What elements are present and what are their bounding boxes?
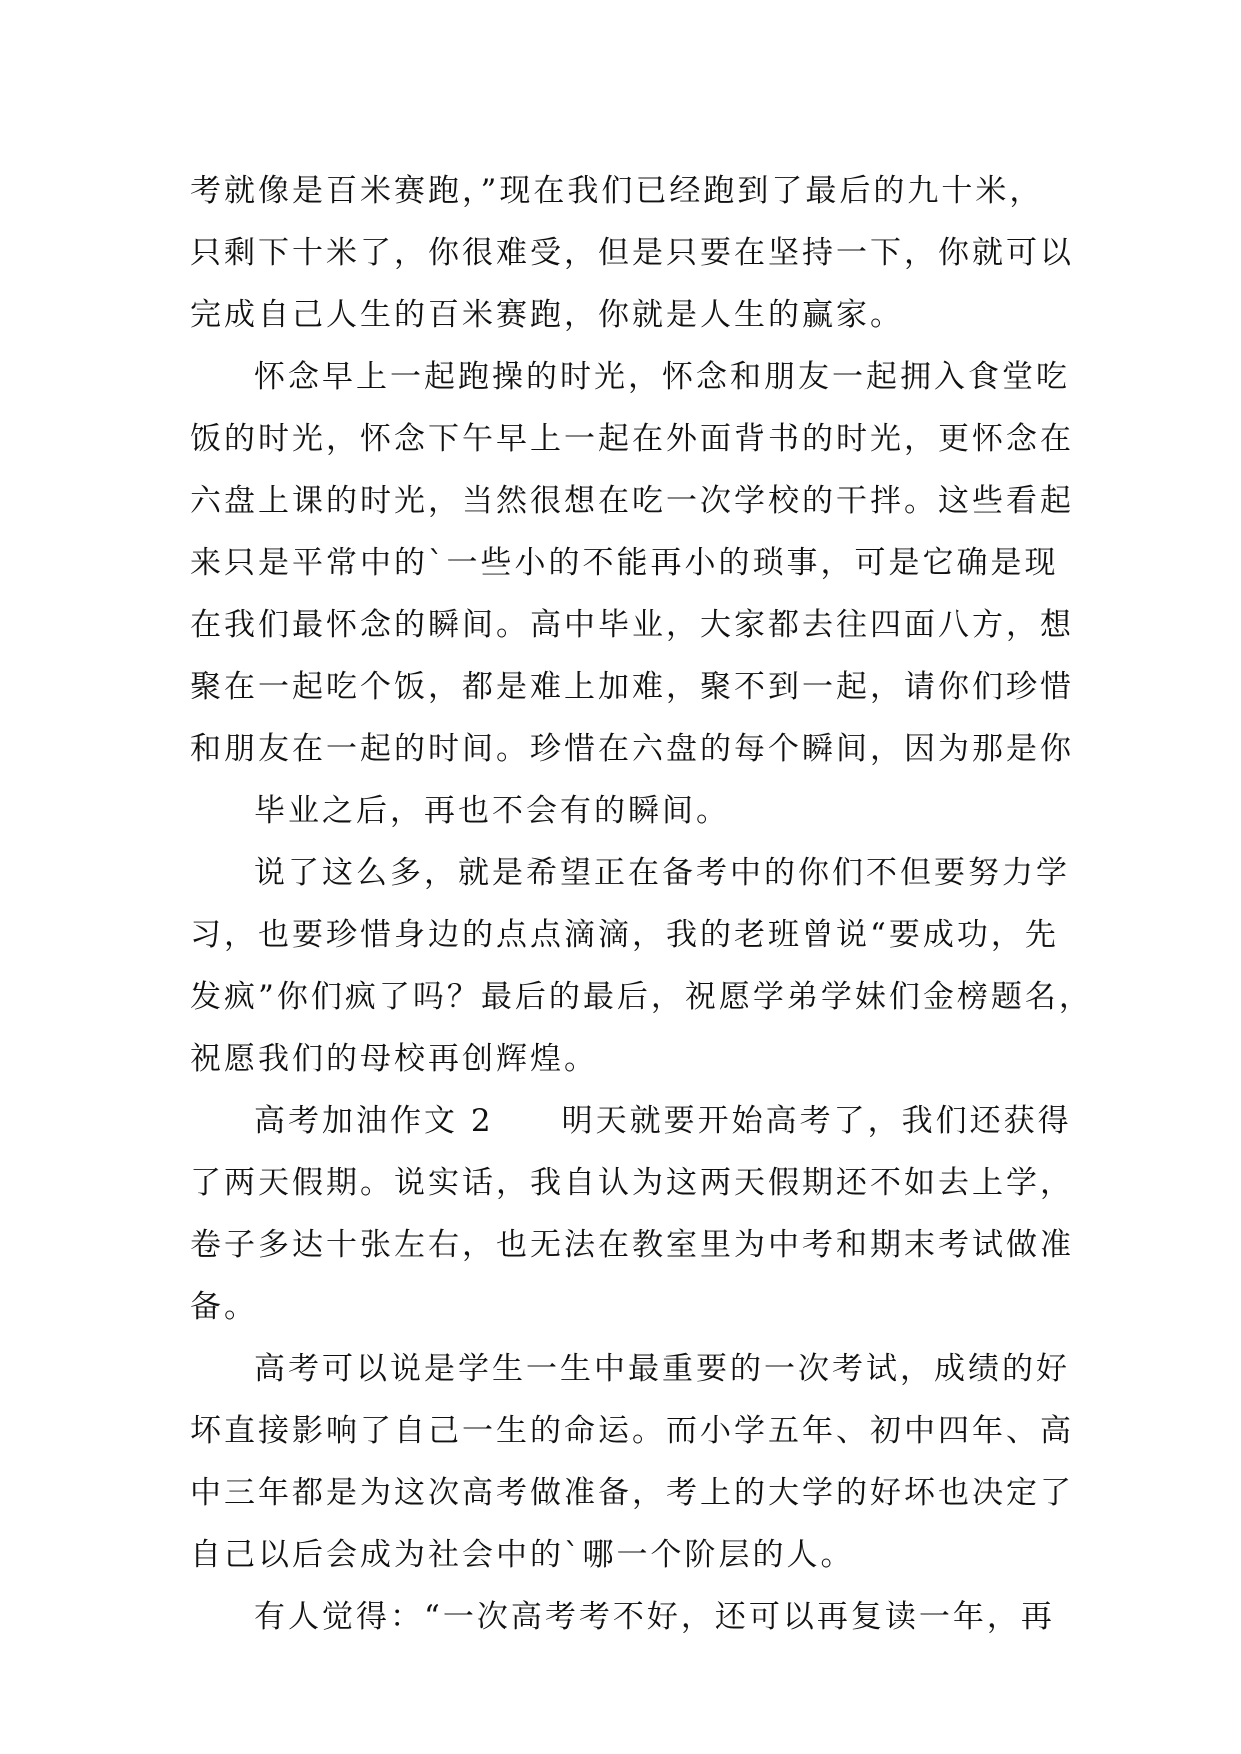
text-line: 六盘上课的时光，当然很想在吃一次学校的干拌。这些看起: [190, 483, 1074, 519]
text-line: 在我们最怀念的瞬间。高中毕业，大家都去往四面八方，想: [190, 607, 1074, 643]
text-line: 祝愿我们的母校再创辉煌。: [190, 1041, 598, 1077]
text-line: 中三年都是为这次高考做准备，考上的大学的好坏也决定了: [190, 1475, 1074, 1511]
text-line: 毕业之后，再也不会有的瞬间。: [254, 793, 730, 829]
text-line: 聚在一起吃个饭，都是难上加难，聚不到一起，请你们珍惜: [190, 669, 1074, 705]
text-line: 习，也要珍惜身边的点点滴滴，我的老班曾说“要成功，先: [190, 917, 1059, 953]
text-line: 怀念早上一起跑操的时光，怀念和朋友一起拥入食堂吃: [254, 359, 1070, 395]
text-line: 有人觉得：“一次高考考不好，还可以再复读一年，再: [254, 1599, 1055, 1635]
text-line: 自己以后会成为社会中的`哪一个阶层的人。: [190, 1537, 855, 1573]
text-line: 考就像是百米赛跑，”现在我们已经跑到了最后的九十米，: [190, 173, 1044, 209]
text-line: 发疯”你们疯了吗？最后的最后，祝愿学弟学妹们金榜题名，: [190, 979, 1093, 1015]
text-line: 坏直接影响了自己一生的命运。而小学五年、初中四年、高: [190, 1413, 1074, 1449]
text-line: 饭的时光，怀念下午早上一起在外面背书的时光，更怀念在: [190, 421, 1074, 457]
text-line: 说了这么多，就是希望正在备考中的你们不但要努力学: [254, 855, 1070, 891]
text-line: 了两天假期。说实话，我自认为这两天假期还不如去上学，: [190, 1165, 1074, 1201]
text-line: 来只是平常中的`一些小的不能再小的琐事，可是它确是现: [190, 545, 1059, 581]
text-line: 完成自己人生的百米赛跑，你就是人生的赢家。: [190, 297, 904, 333]
text-line: 高考加油作文 2 明天就要开始高考了，我们还获得: [254, 1103, 1072, 1139]
essay-text: [190, 160, 1093, 1648]
text-line: 卷子多达十张左右，也无法在教室里为中考和期末考试做准: [190, 1227, 1074, 1263]
text-line: 和朋友在一起的时间。珍惜在六盘的每个瞬间，因为那是你: [190, 731, 1074, 767]
text-line: 高考可以说是学生一生中最重要的一次考试，成绩的好: [254, 1351, 1070, 1387]
text-line: 只剩下十米了，你很难受，但是只要在坚持一下，你就可以: [190, 235, 1074, 271]
text-line: 备。: [190, 1289, 258, 1325]
